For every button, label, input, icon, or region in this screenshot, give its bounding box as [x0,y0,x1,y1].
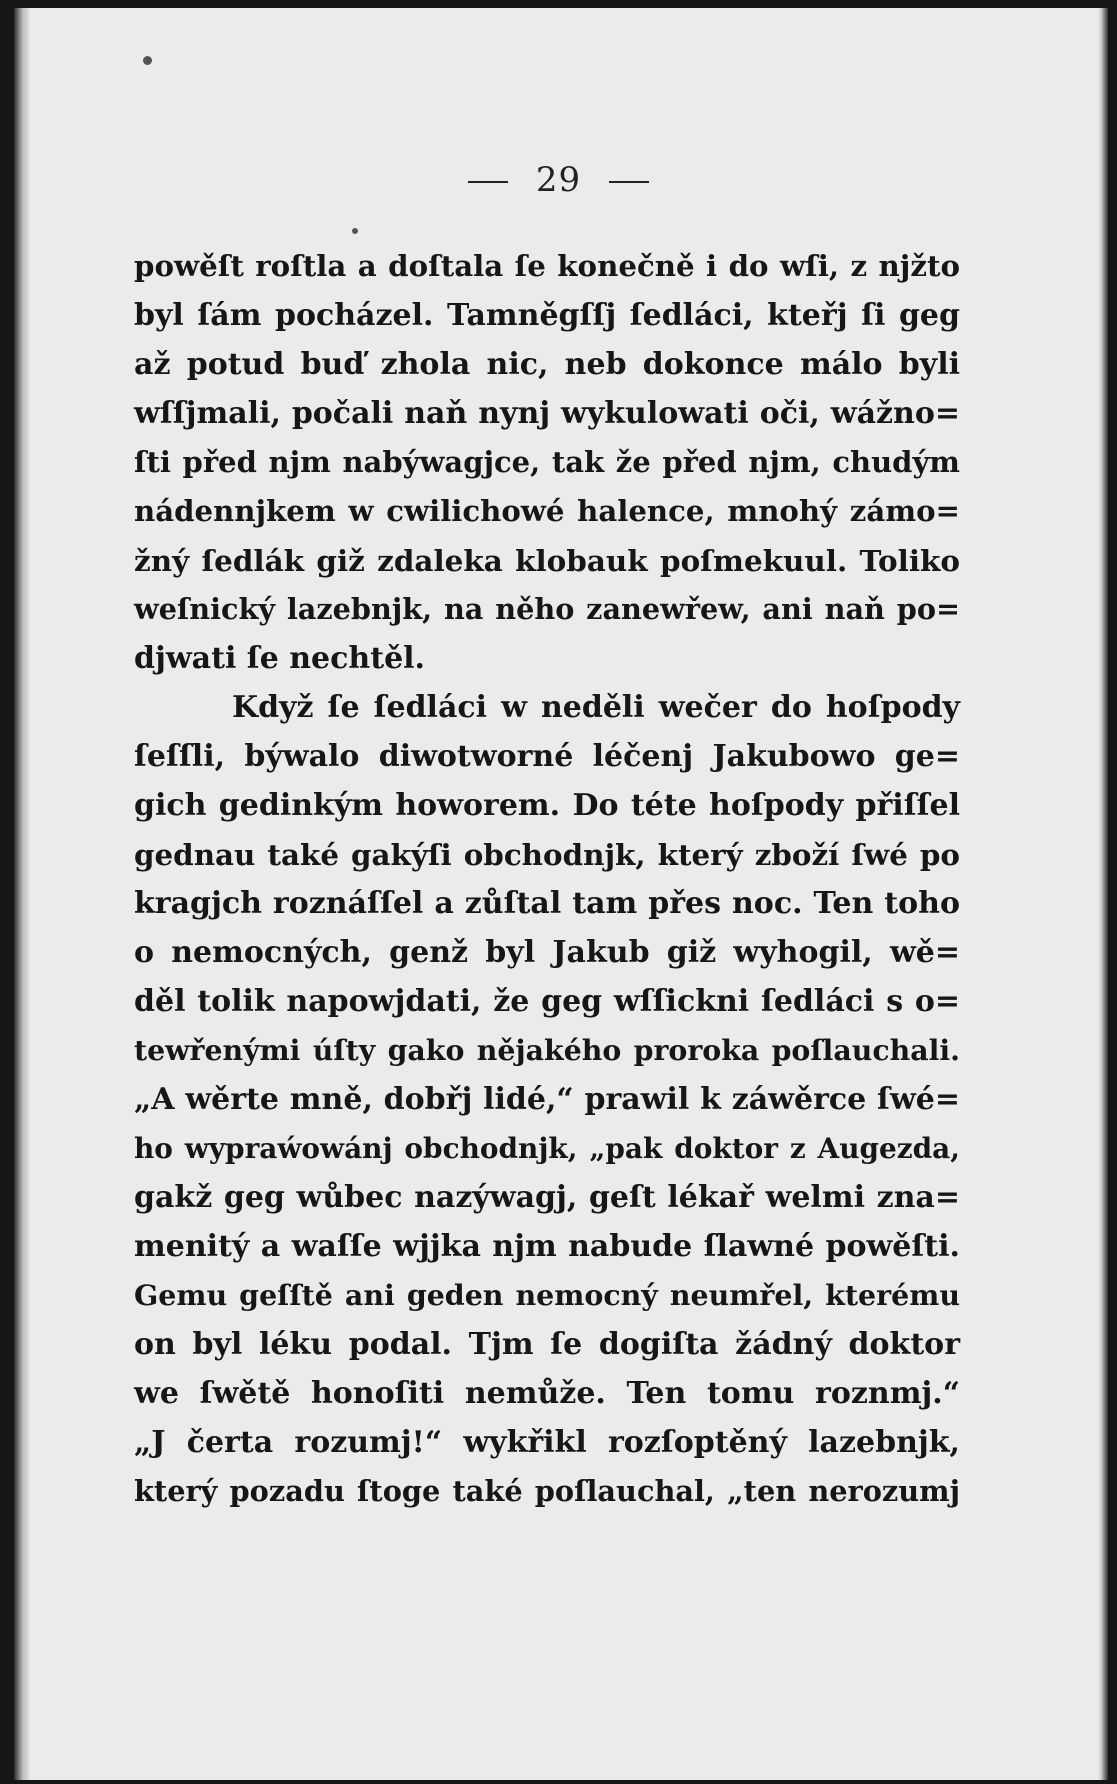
text-line: tewřenými úſty gako nějakého proroka poſlauchali. [134,1033,960,1067]
text-line: kragjch roznáſſel a zůſtal tam přes noc. Ten toho [134,886,960,921]
text-line: nádennjkem w cwilichowé halence, mnohý zámo= [134,494,960,528]
text-line: děl tolik napowjdati, že geg wſſickni ſedláci s o= [134,984,960,1019]
text-line: o nemocných, genž byl Jakub giž wyhogil, wě= [134,935,960,970]
text-line: on byl léku podal. Tjm ſe dogiſta žádný doktor [134,1327,960,1362]
text-line: „A wěrte mně, dobřj lidé,“ prawil k záwěrce ſwé= [134,1082,960,1117]
page-header [0,160,1117,200]
text-line: žný ſedlák giž zdaleka klobauk poſmekuul. Toliko [134,543,960,578]
text-line: wſſjmali, počali naň nynj wykulowati oči, wážno= [134,396,960,431]
text-line: gakž geg wůbec nazýwagj, geſt lékař welmi zna= [134,1180,960,1215]
text-line: menitý a waſſe wjjka njm nabude ſlawné powěſti. [134,1229,960,1264]
text-line: powěſt roſtla a doſtala ſe konečně i do wſi, z njžto [134,249,960,283]
text-line: „J čerta rozumj!“ wykřikl rozſoptěný lazebnjk, [134,1425,960,1460]
scan-speck [352,228,358,234]
text-line: byl ſám pocházel. Tamněgſſj ſedláci, kteřj ſi geg [134,298,960,333]
text-line: až potud buď zhola nic, neb dokonce málo byli [134,347,960,382]
text-line: we ſwětě honoſiti nemůže. Ten tomu roznmj.“ [134,1376,960,1411]
text-line: ſti před njm nabýwagjce, tak že před njm, chudým [134,445,960,479]
text-line: který pozadu ſtoge také poſlauchal, „ten nerozumj [134,1474,960,1508]
text-line: Gemu geſſtě ani geden nemocný neumřel, kterému [134,1278,960,1312]
header-dash-right [609,181,649,183]
scan-speck [143,56,152,65]
text-line: Když ſe ſedláci w neděli wečer do hoſpody [232,690,960,725]
scan-edge-right [1098,8,1108,1780]
text-line: djwati ſe nechtěl. [134,641,425,676]
page-number: 29 [535,160,582,200]
body-text [134,242,960,1516]
text-line: weſnický lazebnjk, na něho zanewřew, ani naň po= [134,592,960,626]
text-line: ho wypraẃowánj obchodnjk, „pak doktor z Augezda, [134,1132,960,1165]
scan-edge-left [14,8,30,1780]
text-line: ſeſſli, býwalo diwotworné léčenj Jakubowo ge= [134,739,960,774]
header-dash-left [468,181,508,183]
text-line: gich gedinkým howorem. Do téte hoſpody přiſſel [134,788,960,823]
text-line: gednau také gakýſi obchodnjk, který zboží ſwé po [134,837,960,872]
